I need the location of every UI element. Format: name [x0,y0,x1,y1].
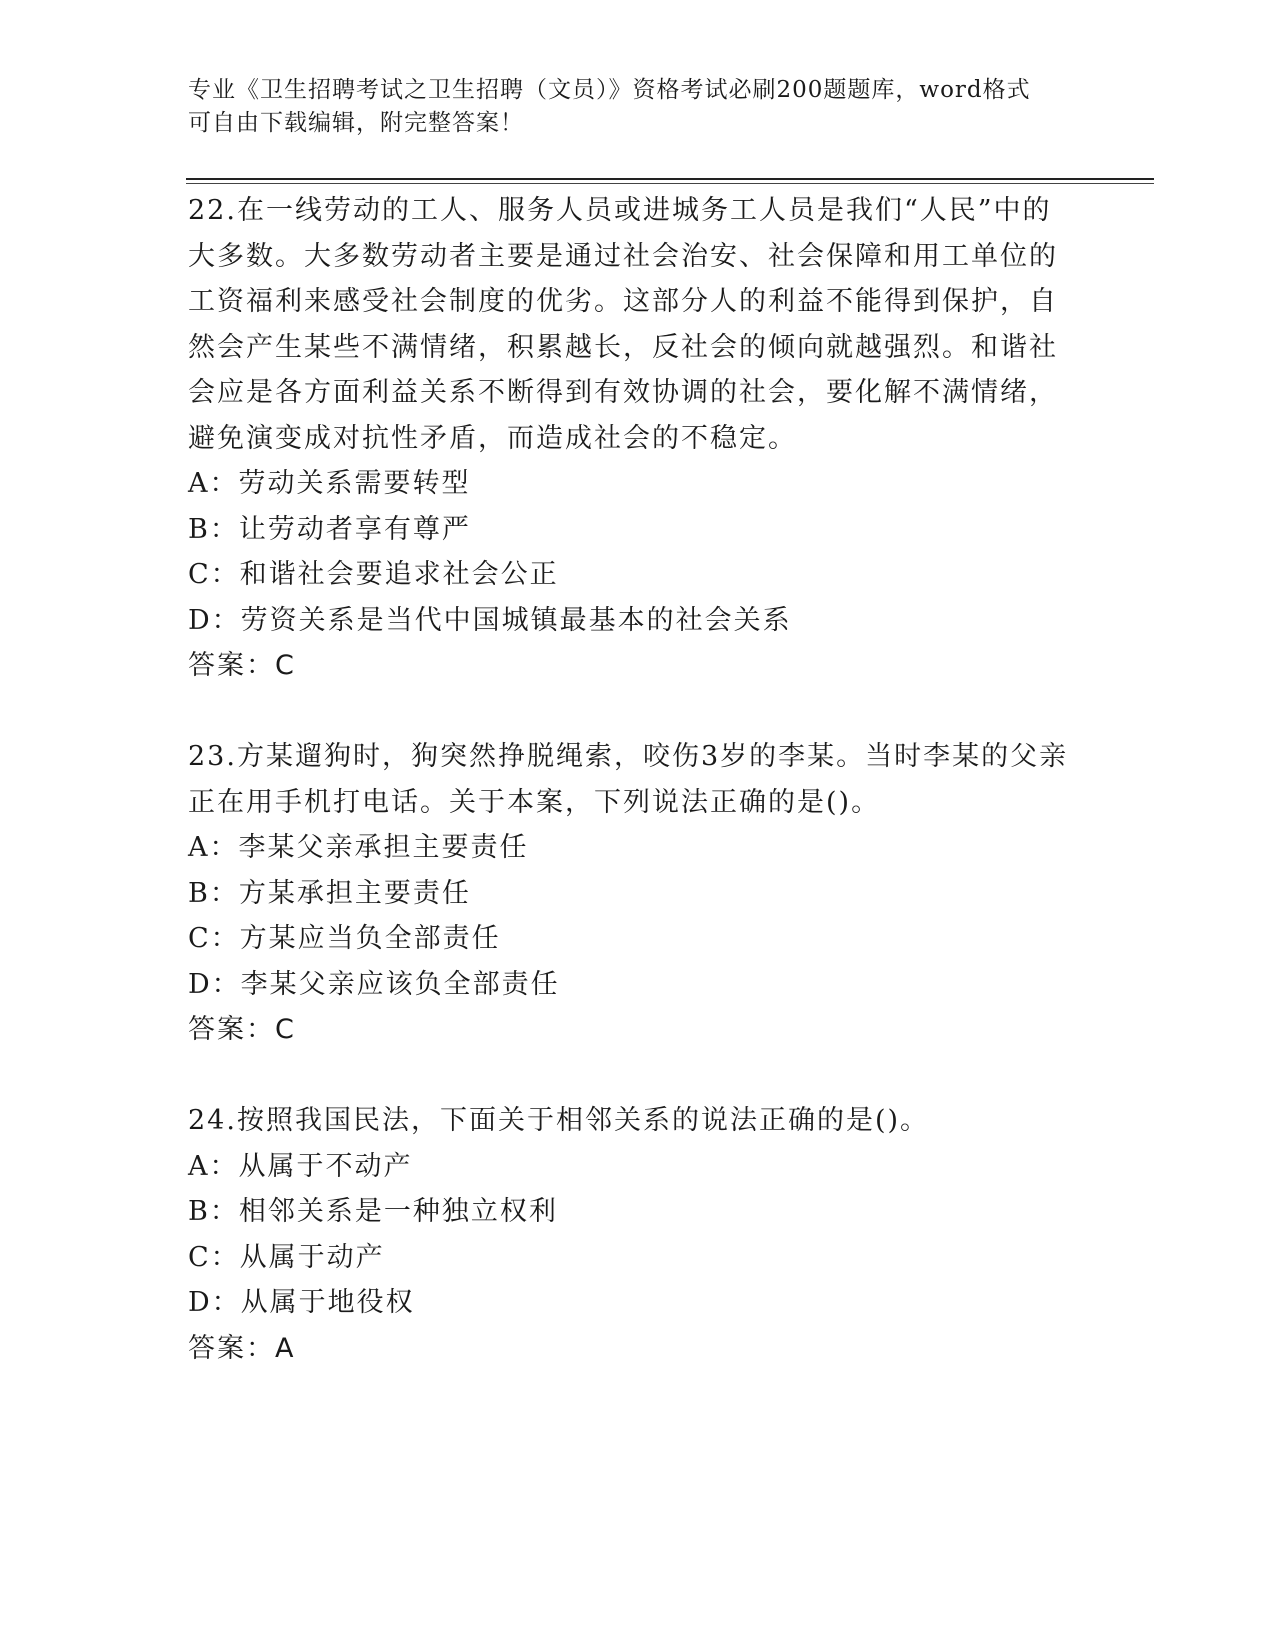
option-b: B：让劳动者享有尊严 [188,513,471,545]
question-text-line: 然会产生某些不满情绪，积累越长，反社会的倾向就越强烈。和谐社 [188,331,1058,363]
option-a: A：劳动关系需要转型 [188,468,471,499]
question-text-line: 大多数。大多数劳动者主要是通过社会治安、社会保障和用工单位的 [188,240,1058,272]
question-text-line: 避免演变成对抗性矛盾，而造成社会的不稳定。 [188,422,797,454]
question-block-22 [188,188,1088,689]
question-block-24 [188,1098,1088,1371]
question-text-line: 会应是各方面利益关系不断得到有效协调的社会，要化解不满情绪， [188,377,1058,408]
question-list [188,188,1088,1371]
option-b: B：相邻关系是一种独立权利 [188,1196,558,1227]
question-text-line: 24.按照我国民法，下面关于相邻关系的说法正确的是()。 [188,1105,930,1136]
option-c: C：方某应当负全部责任 [188,923,501,954]
header-divider-thin [186,183,1154,184]
document-header [188,74,1068,140]
option-d: D：李某父亲应该负全部责任 [188,968,560,1000]
question-spacer [188,1053,1088,1099]
option-a: A：从属于不动产 [188,1150,413,1182]
header-divider-thick [186,178,1154,180]
header-line-2: 可自由下载编辑，附完整答案！ [188,110,524,136]
question-text-line: 工资福利来感受社会制度的优劣。这部分人的利益不能得到保护，自 [188,286,1058,317]
question-text-line: 22.在一线劳动的工人、服务人员或进城务工人员是我们“人民”中的 [188,195,1052,226]
answer-line: 答案：A [188,1332,296,1364]
option-c: C：从属于动产 [188,1241,385,1273]
question-block-23 [188,734,1088,1053]
option-d: D：从属于地役权 [188,1287,415,1318]
question-text-line: 正在用手机打电话。关于本案，下列说法正确的是()。 [188,786,881,818]
question-text-line: 23.方某遛狗时，狗突然挣脱绳索，咬伤3岁的李某。当时李某的父亲 [188,741,1069,772]
answer-line: 答案：C [188,1014,296,1045]
header-line-1: 专业《卫生招聘考试之卫生招聘（文员）》资格考试必刷200题题库，word格式 [188,77,1031,103]
option-d: D：劳资关系是当代中国城镇最基本的社会关系 [188,604,792,636]
option-b: B：方某承担主要责任 [188,877,471,909]
option-a: A：李某父亲承担主要责任 [188,832,529,863]
answer-line: 答案：C [188,650,296,681]
option-c: C：和谐社会要追求社会公正 [188,559,559,590]
question-spacer [188,689,1088,735]
